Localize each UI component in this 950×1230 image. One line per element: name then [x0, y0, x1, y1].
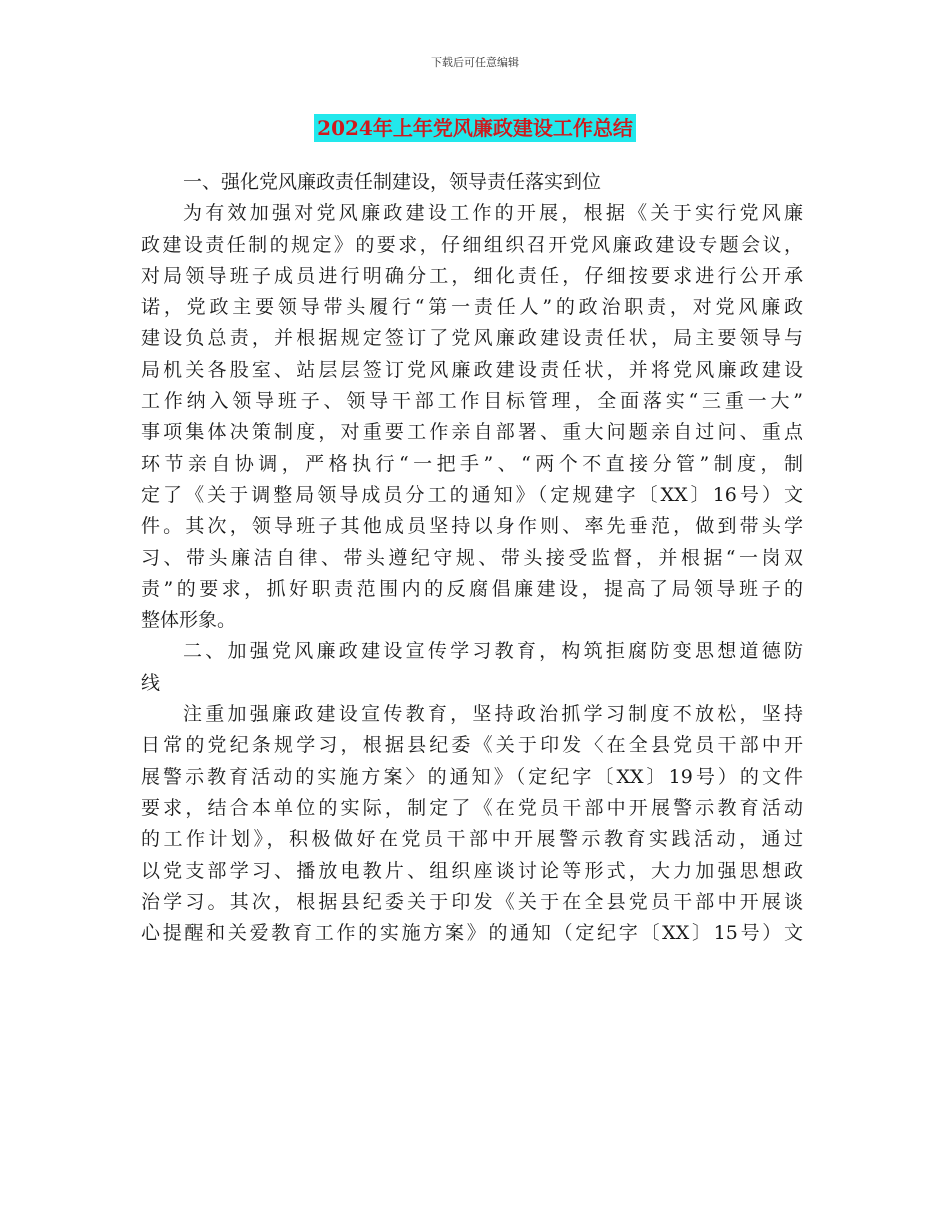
text-line: 为有效加强对党风廉政建设工作的开展，根据《关于实行党风廉	[183, 202, 803, 225]
text-line: 政建设责任制的规定》的要求，仔细组织召开党风廉政建设专题会议，	[141, 233, 803, 256]
text-line: 注重加强廉政建设宣传教育，坚持政治抓学习制度不放松，坚持	[183, 703, 803, 726]
text-line: 以党支部学习、播放电教片、组织座谈讨论等形式，大力加强思想政	[141, 859, 803, 882]
text-line: 事项集体决策制度，对重要工作亲自部署、重大问题亲自过问、重点	[141, 421, 803, 444]
text-line: 件。其次，领导班子其他成员坚持以身作则、率先垂范，做到带头学	[141, 515, 803, 538]
text-line: 线	[141, 671, 161, 694]
text-line: 局机关各股室、站层层签订党风廉政建设责任状，并将党风廉政建设	[141, 358, 803, 381]
document-title: 2024年上年党风廉政建设工作总结	[314, 114, 636, 142]
text-line: 一、强化党风廉政责任制建设，领导责任落实到位	[183, 171, 602, 193]
text-line: 日常的党纪条规学习，根据县纪委《关于印发〈在全县党员干部中开	[141, 734, 803, 757]
text-line: 定了《关于调整局领导成员分工的通知》（定规建字〔XX〕16号）文	[141, 483, 803, 506]
text-line: 心提醒和关爱教育工作的实施方案》的通知（定纪字〔XX〕15号）文	[141, 922, 803, 945]
text-line: 二、加强党风廉政建设宣传学习教育，构筑拒腐防变思想道德防	[183, 640, 803, 663]
text-line: 工作纳入领导班子、领导干部工作目标管理，全面落实“三重一大”	[141, 390, 803, 413]
text-line: 的工作计划》，积极做好在党员干部中开展警示教育实践活动，通过	[141, 828, 803, 851]
text-line: 建设负总责，并根据规定签订了党风廉政建设责任状，局主要领导与	[141, 327, 803, 350]
text-line: 环节亲自协调，严格执行“一把手”、“两个不直接分管”制度，制	[141, 452, 803, 475]
title-container	[0, 114, 950, 142]
text-line: 习、带头廉洁自律、带头遵纪守规、带头接受监督，并根据“一岗双	[141, 546, 803, 569]
text-line: 展警示教育活动的实施方案〉的通知》（定纪字〔XX〕19号）的文件	[141, 765, 803, 788]
text-line: 责”的要求，抓好职责范围内的反腐倡廉建设，提高了局领导班子的	[141, 577, 803, 600]
text-line: 诺，党政主要领导带头履行“第一责任人”的政治职责，对党风廉政	[141, 296, 803, 319]
text-line: 治学习。其次，根据县纪委关于印发《关于在全县党员干部中开展谈	[141, 890, 803, 913]
text-line: 整体形象。	[141, 609, 237, 632]
page-header-note: 下载后可任意编辑	[431, 56, 519, 69]
text-line: 对局领导班子成员进行明确分工，细化责任，仔细按要求进行公开承	[141, 264, 803, 287]
text-line: 要求，结合本单位的实际，制定了《在党员干部中开展警示教育活动	[141, 796, 803, 819]
document-body	[141, 167, 803, 949]
